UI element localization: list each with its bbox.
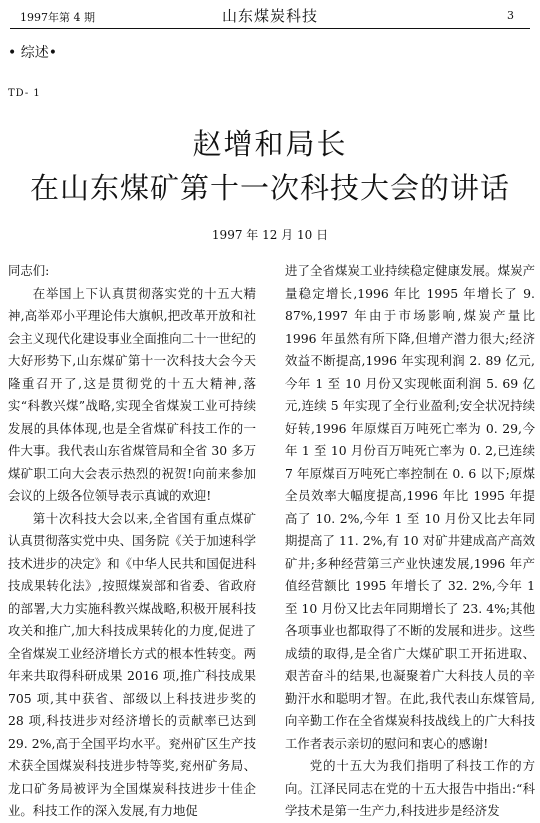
running-header [0, 0, 540, 30]
salutation: 同志们: [8, 263, 50, 278]
article-title-line1: 赵增和局长 [192, 127, 348, 161]
header-rule [10, 28, 530, 29]
article-title-line2: 在山东煤矿第十一次科技大会的讲话 [29, 171, 510, 205]
document-code: TD- 1 [8, 88, 41, 99]
section-label: • 综述• [8, 45, 57, 61]
left-column [8, 260, 256, 818]
paragraph: 在举国上下认真贯彻落实党的十五大精神,高举邓小平理论伟大旗帜,把改革开放和社会主义现代化建设事业全面推向二十一世纪的大好形势下,山东煤矿第十一次科技大会今天隆重召开了,这是贯彻党的十五大精神,落实“科教兴煤”战略,实现全省煤炭工业可持续发展的具体体现,也是全省煤矿科技工作的一件大事。我代表山东省煤管局和全省 30 多万煤矿职工向大会表示热烈的祝贺!向前来参加会议的上级各位领导表示真诚的欢迎! [8, 285, 256, 503]
article-date: 1997 年 12 月 10 日 [211, 228, 329, 242]
paragraph: 第十次科技大会以来,全省国有重点煤矿认真贯彻落实党中央、国务院《关于加速科学技术进步的决定》和《中华人民共和国促进科技成果转化法》,按照煤炭部和省委、省政府的部署,大力实施科教兴煤战略,积极开展科技攻关和推广,加大科技成果转化的力度,促进了全省煤炭工业经济增长方式的根本性转变。两年来共取得科研成果 2016 项,推广科技成果 705 项,其中获省、部级以上科技进步奖的 28 项,科技进步对经济增长的贡献率已达到 29. 2%,高于全国平均水平。兖州矿区生产技术获全国煤炭科技进步特等奖,兖州矿务局、龙口矿务局被评为全国煤炭科技进步十佳企业。科技工作的深入发展,有力地促 [8, 510, 256, 818]
paragraph: 党的十五大为我们指明了科技工作的方向。江泽民同志在党的十五大报告中指出:“科学技术是第一生产力,科技进步是经济发 [285, 758, 535, 818]
right-column [285, 260, 535, 818]
issue-label: 1997年第 4 期 [20, 11, 95, 24]
page-number: 3 [507, 9, 514, 22]
paragraph: 进了全省煤炭工业持续稳定健康发展。煤炭产量稳定增长,1996 年比 1995 年增长了 9. 87%,1997 年由于市场影响,煤炭产量比 1996 年虽然有所下降,但增产潜力很大;经济效益不断提高,1996 年实现利润 2. 89 亿元,今年 1 至 10 月份又实现帐面利润 5. 69 亿元,连续 5 年实现了全行业盈利;安全状况持续好转,1996 年原煤百万吨死亡率为 0. 29,今年 1 至 10 月份百万吨死亡率为 0. 2,已连续 7 年原煤百万吨死亡率控制在 0. 6 以下;原煤全员效率大幅度提高,1996 年比 1995 年提高了 10. 2%,今年 1 至 10 月份又比去年同期提高了 11. 2%,有 10 对矿井建成高产高效矿井;多种经营第三产业快速发展,1996 年产值经营额比 1995 年增长了 32. 2%,今年 1 至 10 月份又比去年同期增长了 23. 4%;其他各项事业也都取得了不断的发展和进步。这些成绩的取得,是全省广大煤矿职工开拓进取、艰苦奋斗的结果,也凝聚着广大科技人员的辛勤汗水和聪明才智。在此,我代表山东煤管局,向辛勤工作在全省煤炭科技战线上的广大科技工作者表示亲切的慰问和衷心的感谢! [285, 263, 535, 751]
journal-title: 山东煤炭科技 [221, 7, 318, 25]
